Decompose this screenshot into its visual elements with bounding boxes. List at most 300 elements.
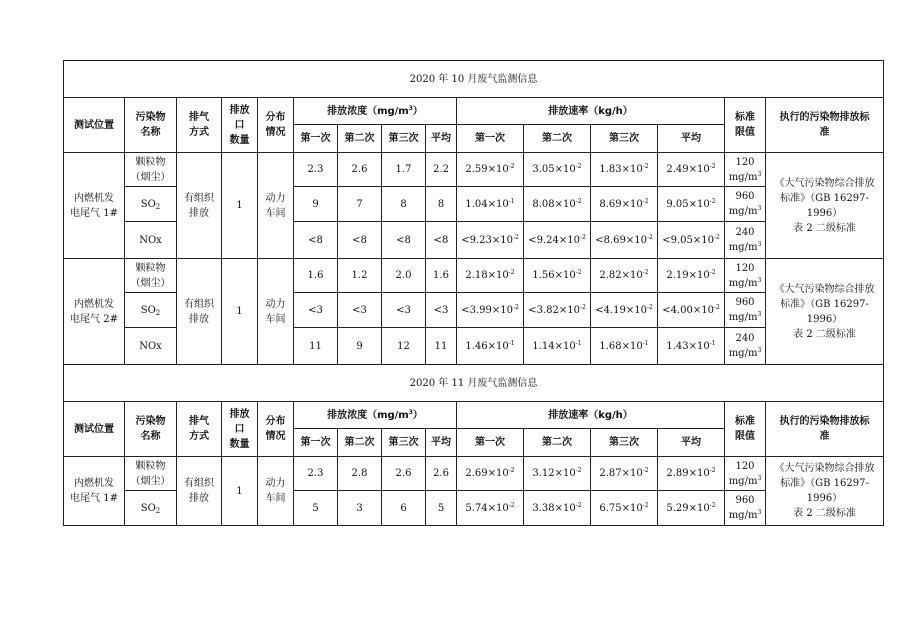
- limit-unit-exponent: 3: [757, 474, 762, 482]
- rate-mantissa: 2.82×10: [599, 270, 643, 281]
- concentration-value: [294, 328, 338, 365]
- rate-mantissa: 9.05×10: [666, 198, 710, 210]
- concentration-value: [426, 187, 457, 222]
- distribution-cell: [258, 457, 294, 526]
- header-distribution-text: 分布: [265, 112, 286, 123]
- pollutant-cell: [125, 491, 177, 526]
- header-rate-third-text: 第三次: [609, 437, 639, 448]
- header-rate-first-text: 第一次: [475, 437, 505, 448]
- standard-cell-text: 《大气污染物综合排放: [774, 463, 875, 474]
- rate-value: [658, 457, 725, 491]
- distribution-cell-text: 车间: [265, 313, 286, 325]
- concentration-value: [338, 457, 382, 491]
- concentration-label-end: ）: [412, 409, 423, 421]
- rate-mantissa: <4.19×10: [595, 304, 647, 316]
- limit-value: [725, 259, 766, 293]
- unit-exponent: 3: [408, 408, 413, 416]
- header-emission-mode-text: 排气: [189, 112, 209, 123]
- rate-value: [457, 153, 524, 187]
- rate-exponent: -1: [575, 339, 582, 347]
- concentration-value: [294, 491, 338, 526]
- header-emission-mode: [177, 402, 222, 457]
- header-location-text: 测试位置: [74, 423, 114, 435]
- rate-mantissa: 1.14×10: [532, 340, 576, 352]
- rate-value: [658, 328, 725, 365]
- location-cell: [64, 153, 125, 259]
- header-limit: [725, 98, 766, 153]
- concentration-value: [426, 259, 457, 293]
- header-rate-average-text: 平均: [681, 133, 701, 144]
- pollutant-cell: [125, 457, 177, 491]
- rate-mantissa: 5.74×10: [465, 502, 509, 514]
- concentration-value: [294, 259, 338, 293]
- rate-mantissa: <4.00×10: [662, 304, 714, 316]
- location-cell: [64, 457, 125, 526]
- limit-unit: mg/m: [728, 242, 758, 253]
- rate-mantissa: <3.82×10: [528, 304, 580, 316]
- rate-mantissa: 2.69×10: [465, 468, 509, 479]
- limit-number: 120: [735, 156, 755, 168]
- emission-mode-cell-text: 排放: [189, 207, 209, 219]
- header-limit-text: 标准: [735, 416, 755, 427]
- header-conc-average: [426, 429, 457, 457]
- rate-value: [591, 457, 658, 491]
- standard-cell-text: 表 2 二级标准: [793, 508, 856, 519]
- rate-value: [591, 222, 658, 259]
- concentration-value: [382, 293, 426, 328]
- concentration-value-text: 9: [312, 198, 319, 210]
- header-rate: [457, 98, 725, 125]
- header-conc-third: [382, 125, 426, 153]
- rate-value: [524, 491, 591, 526]
- header-conc-average: [426, 125, 457, 153]
- rate-exponent: -2: [512, 233, 519, 241]
- rate-value: [524, 187, 591, 222]
- rate-mantissa: 8.69×10: [599, 198, 643, 210]
- rate-mantissa: 1.43×10: [666, 340, 710, 352]
- pollutant-cell: [125, 153, 177, 187]
- rate-exponent: -2: [709, 467, 716, 474]
- concentration-value-text: 2.6: [433, 468, 449, 479]
- pollutant-name: 颗粒物: [135, 156, 166, 168]
- header-conc-second-text: 第二次: [344, 133, 375, 144]
- concentration-value-text: <8: [308, 234, 323, 246]
- rate-value: [591, 187, 658, 222]
- rate-exponent: -2: [575, 501, 582, 509]
- concentration-value-text: 9: [356, 340, 363, 352]
- rate-exponent: -2: [508, 467, 515, 474]
- header-outlet-count-text: 排放: [229, 104, 250, 116]
- concentration-value-text: 2.3: [307, 468, 324, 479]
- header-standard-text: 执行的污染物排放标: [779, 112, 870, 123]
- section-title-text: 2020 年 11 月废气监测信息: [409, 377, 538, 389]
- pollutant-name: SO: [140, 502, 156, 514]
- header-outlet-count-text: 口: [234, 423, 245, 435]
- rate-exponent: -2: [709, 501, 716, 509]
- concentration-value-text: <3: [396, 304, 411, 316]
- rate-value: [591, 328, 658, 365]
- concentration-value-text: 8: [400, 198, 407, 210]
- outlet-count-cell: [222, 259, 258, 365]
- header-rate-second: [524, 429, 591, 457]
- header-rate-average-text: 平均: [681, 437, 701, 448]
- concentration-value: [338, 153, 382, 187]
- limit-value: [725, 491, 766, 526]
- section-title-row: [64, 365, 884, 402]
- concentration-value: [382, 222, 426, 259]
- table-row: [64, 259, 884, 293]
- limit-unit-exponent: 3: [757, 509, 762, 516]
- rate-exponent: -2: [579, 303, 586, 311]
- concentration-value: [426, 457, 457, 491]
- concentration-value-text: 6: [400, 502, 407, 514]
- pollutant-subscript: 2: [155, 506, 161, 515]
- concentration-value-text: 1.6: [307, 270, 324, 281]
- concentration-value-text: 2.6: [395, 468, 412, 479]
- concentration-value-text: <8: [433, 234, 449, 246]
- header-outlet-count: [222, 98, 258, 153]
- limit-unit-exponent: 3: [757, 170, 762, 178]
- limit-unit: mg/m: [728, 206, 758, 217]
- limit-value: [725, 187, 766, 222]
- pollutant-cell: [125, 187, 177, 222]
- limit-unit-exponent: 3: [757, 276, 762, 284]
- header-standard: [766, 98, 884, 153]
- pollutant-name: 颗粒物: [135, 262, 166, 274]
- limit-unit: mg/m: [728, 277, 758, 289]
- distribution-cell: [258, 259, 294, 365]
- standard-cell-text: 标准》（GB 16297-1996）: [780, 298, 869, 325]
- concentration-value: [338, 187, 382, 222]
- limit-number: 240: [735, 333, 755, 344]
- concentration-value-text: <3: [433, 304, 449, 316]
- rate-mantissa: 6.75×10: [599, 502, 643, 514]
- header-conc-second: [338, 125, 382, 153]
- concentration-value: [338, 491, 382, 526]
- concentration-value: [426, 293, 457, 328]
- pollutant-name: SO: [140, 304, 156, 316]
- rate-mantissa: 1.04×10: [465, 198, 509, 210]
- header-limit-text: 标准: [735, 112, 755, 123]
- location-cell-text: 内燃机发: [74, 478, 114, 489]
- rate-exponent: -2: [642, 269, 649, 276]
- pollutant-name-note: （烟尘）: [130, 277, 171, 289]
- limit-unit-exponent: 3: [757, 311, 762, 318]
- concentration-value-text: 1.2: [351, 270, 368, 281]
- concentration-value: [382, 153, 426, 187]
- location-cell-text: 电尾气 1#: [70, 207, 118, 219]
- concentration-value: [294, 187, 338, 222]
- header-conc-first: [294, 429, 338, 457]
- concentration-value: [338, 328, 382, 365]
- limit-unit: mg/m: [728, 348, 758, 359]
- header-concentration: [294, 98, 457, 125]
- distribution-cell-text: 车间: [265, 493, 286, 504]
- concentration-value: [294, 293, 338, 328]
- concentration-value-text: 2.6: [351, 164, 368, 175]
- rate-mantissa: <3.99×10: [461, 304, 513, 316]
- pollutant-name: NOx: [139, 340, 162, 352]
- concentration-label-end: ）: [412, 105, 423, 117]
- rate-value: [658, 187, 725, 222]
- limit-number: 960: [735, 495, 755, 506]
- pollutant-cell: [125, 222, 177, 259]
- rate-exponent: -2: [575, 163, 582, 170]
- concentration-value: [382, 491, 426, 526]
- concentration-value: [426, 153, 457, 187]
- emission-monitoring-table: [63, 60, 884, 526]
- limit-number: 960: [735, 297, 755, 308]
- location-cell-text: 电尾气 1#: [70, 493, 118, 504]
- table-row: [64, 457, 884, 491]
- limit-number: 120: [735, 460, 755, 472]
- concentration-value: [426, 222, 457, 259]
- header-distribution-text: 情况: [265, 127, 286, 138]
- rate-exponent: -2: [709, 269, 716, 276]
- rate-exponent: -2: [642, 197, 649, 205]
- rate-value: [524, 259, 591, 293]
- header-standard-text: 准: [819, 431, 830, 442]
- rate-exponent: -2: [713, 233, 720, 241]
- rate-mantissa: 3.38×10: [532, 502, 576, 514]
- emission-mode-cell-text: 有组织: [184, 192, 214, 204]
- rate-value: [524, 222, 591, 259]
- concentration-value: [382, 259, 426, 293]
- header-rate-third: [591, 429, 658, 457]
- rate-exponent: -2: [508, 501, 515, 509]
- rate-mantissa: <9.23×10: [461, 234, 513, 246]
- pollutant-cell: [125, 259, 177, 293]
- limit-unit: mg/m: [728, 312, 758, 323]
- concentration-value: [338, 293, 382, 328]
- concentration-label: 排放浓度（mg/m: [327, 105, 409, 117]
- header-conc-third: [382, 429, 426, 457]
- concentration-value-text: 11: [434, 340, 448, 352]
- section-title: [64, 61, 884, 98]
- section-title-row: [64, 61, 884, 98]
- rate-value: [457, 187, 524, 222]
- concentration-value: [294, 222, 338, 259]
- header-outlet-count-text: 数量: [229, 438, 250, 450]
- pollutant-subscript: 2: [155, 202, 161, 211]
- rate-exponent: -2: [579, 233, 586, 241]
- concentration-value-text: 1.6: [433, 270, 449, 281]
- rate-mantissa: 8.08×10: [532, 198, 576, 210]
- concentration-value-text: 3: [356, 502, 363, 514]
- header-rate-average: [658, 125, 725, 153]
- limit-number: 120: [735, 262, 755, 274]
- header-limit-text: 限值: [735, 127, 755, 138]
- rate-value: [457, 259, 524, 293]
- header-conc-first-text: 第一次: [300, 133, 331, 144]
- limit-unit: mg/m: [728, 171, 758, 183]
- concentration-value-text: 5: [312, 502, 319, 514]
- header-rate-first-text: 第一次: [475, 133, 505, 144]
- rate-exponent: -2: [575, 197, 582, 205]
- header-limit: [725, 402, 766, 457]
- header-rate-text: 排放速率（kg/h）: [548, 409, 633, 421]
- header-distribution: [258, 98, 294, 153]
- header-emission-mode-text: 方式: [189, 431, 209, 442]
- rate-mantissa: 2.18×10: [465, 270, 509, 281]
- rate-exponent: -2: [642, 163, 649, 170]
- rate-exponent: -2: [642, 501, 649, 509]
- header-conc-third-text: 第三次: [388, 437, 419, 448]
- rate-exponent: -2: [575, 467, 582, 474]
- limit-value: [725, 457, 766, 491]
- rate-mantissa: 1.83×10: [599, 164, 643, 175]
- header-conc-average-text: 平均: [431, 133, 451, 144]
- header-rate-first: [457, 429, 524, 457]
- distribution-cell: [258, 153, 294, 259]
- rate-value: [591, 491, 658, 526]
- concentration-value: [338, 259, 382, 293]
- rate-value: [658, 153, 725, 187]
- emission-mode-cell-text: 排放: [189, 493, 209, 504]
- standard-cell-text: 表 2 二级标准: [793, 222, 856, 234]
- rate-value: [457, 491, 524, 526]
- unit-exponent: 3: [408, 104, 413, 112]
- header-conc-third-text: 第三次: [388, 133, 419, 144]
- concentration-value: [426, 328, 457, 365]
- location-cell-text: 电尾气 2#: [70, 313, 118, 325]
- header-location: [64, 98, 125, 153]
- concentration-value: [294, 153, 338, 187]
- header-rate-average: [658, 429, 725, 457]
- concentration-label: 排放浓度（mg/m: [327, 409, 409, 421]
- header-pollutant: [125, 98, 177, 153]
- header-outlet-count-text: 数量: [229, 134, 250, 146]
- header-standard: [766, 402, 884, 457]
- header-rate-third-text: 第三次: [609, 133, 639, 144]
- rate-exponent: -2: [646, 233, 653, 241]
- rate-mantissa: 2.19×10: [666, 270, 710, 281]
- header-rate: [457, 402, 725, 429]
- concentration-value-text: <8: [352, 234, 367, 246]
- header-pollutant: [125, 402, 177, 457]
- header-rate-third: [591, 125, 658, 153]
- concentration-value: [338, 222, 382, 259]
- concentration-value-text: 2.8: [351, 468, 368, 479]
- pollutant-name: SO: [140, 198, 156, 210]
- rate-mantissa: 5.29×10: [666, 502, 710, 514]
- header-conc-second-text: 第二次: [344, 437, 375, 448]
- outlet-count-cell-text: 1: [236, 485, 243, 497]
- limit-value: [725, 153, 766, 187]
- concentration-value-text: <8: [396, 234, 411, 246]
- header-standard-text: 准: [819, 127, 830, 138]
- pollutant-name-note: （烟尘）: [130, 171, 171, 183]
- location-cell: [64, 259, 125, 365]
- rate-exponent: -2: [508, 163, 515, 170]
- header-conc-average-text: 平均: [431, 437, 451, 448]
- rate-mantissa: 1.68×10: [599, 340, 643, 352]
- rate-mantissa: <9.24×10: [528, 234, 580, 246]
- pollutant-name: 颗粒物: [135, 460, 166, 472]
- standard-cell: [766, 457, 884, 526]
- rate-mantissa: 1.46×10: [465, 340, 509, 352]
- header-concentration: [294, 402, 457, 429]
- rate-value: [591, 153, 658, 187]
- header-rate-second-text: 第二次: [542, 437, 572, 448]
- concentration-value-text: 8: [437, 198, 445, 210]
- limit-value: [725, 293, 766, 328]
- emission-mode-cell: [177, 153, 222, 259]
- rate-exponent: -1: [508, 339, 515, 347]
- limit-unit: mg/m: [728, 510, 758, 521]
- header-pollutant-text: 污染物: [135, 416, 166, 427]
- header-emission-mode: [177, 98, 222, 153]
- outlet-count-cell-text: 1: [236, 306, 243, 317]
- rate-exponent: -2: [642, 467, 649, 474]
- pollutant-name-note: （烟尘）: [130, 475, 171, 487]
- standard-cell-text: 标准》（GB 16297-1996）: [780, 192, 869, 219]
- rate-value: [457, 328, 524, 365]
- concentration-value: [294, 457, 338, 491]
- rate-value: [524, 457, 591, 491]
- header-rate-text: 排放速率（kg/h）: [548, 105, 633, 117]
- header-emission-mode-text: 排气: [189, 416, 209, 427]
- standard-cell-text: 《大气污染物综合排放: [774, 283, 875, 295]
- rate-value: [658, 259, 725, 293]
- outlet-count-cell-text: 1: [236, 200, 243, 211]
- header-rate-second: [524, 125, 591, 153]
- concentration-value-text: 5: [437, 502, 445, 514]
- location-cell-text: 内燃机发: [74, 192, 114, 204]
- concentration-value-text: 11: [309, 340, 322, 352]
- limit-value: [725, 328, 766, 365]
- rate-mantissa: 1.56×10: [532, 270, 576, 281]
- emission-mode-cell: [177, 457, 222, 526]
- header-limit-text: 限值: [735, 431, 755, 442]
- header-outlet-count-text: 口: [234, 119, 245, 131]
- concentration-value-text: <3: [308, 304, 323, 316]
- rate-exponent: -2: [512, 303, 519, 311]
- rate-exponent: -1: [508, 197, 515, 205]
- table-row: [64, 153, 884, 187]
- rate-value: [591, 259, 658, 293]
- concentration-value-text: 7: [356, 198, 363, 210]
- concentration-value-text: 2.0: [395, 270, 412, 281]
- concentration-value: [382, 457, 426, 491]
- rate-value: [524, 153, 591, 187]
- pollutant-subscript: 2: [155, 308, 161, 317]
- limit-value: [725, 222, 766, 259]
- header-distribution: [258, 402, 294, 457]
- rate-value: [658, 222, 725, 259]
- header-conc-first: [294, 125, 338, 153]
- rate-exponent: -1: [642, 339, 649, 347]
- rate-exponent: -2: [709, 163, 716, 170]
- rate-value: [457, 293, 524, 328]
- rate-value: [457, 222, 524, 259]
- rate-mantissa: 2.89×10: [666, 468, 710, 479]
- standard-cell-text: 标准》（GB 16297-1996）: [780, 478, 869, 504]
- header-conc-first-text: 第一次: [300, 437, 331, 448]
- limit-unit: mg/m: [728, 475, 758, 487]
- emission-mode-cell-text: 有组织: [184, 298, 214, 310]
- concentration-value-text: 2.2: [433, 164, 449, 175]
- standard-cell-text: 《大气污染物综合排放: [774, 177, 875, 189]
- header-outlet-count: [222, 402, 258, 457]
- concentration-value: [426, 491, 457, 526]
- section-title: [64, 365, 884, 402]
- concentration-value-text: 12: [397, 340, 410, 352]
- concentration-value-text: 1.7: [395, 164, 412, 175]
- rate-mantissa: <8.69×10: [595, 234, 647, 246]
- header-pollutant-text: 污染物: [135, 112, 166, 123]
- rate-exponent: -2: [575, 269, 582, 276]
